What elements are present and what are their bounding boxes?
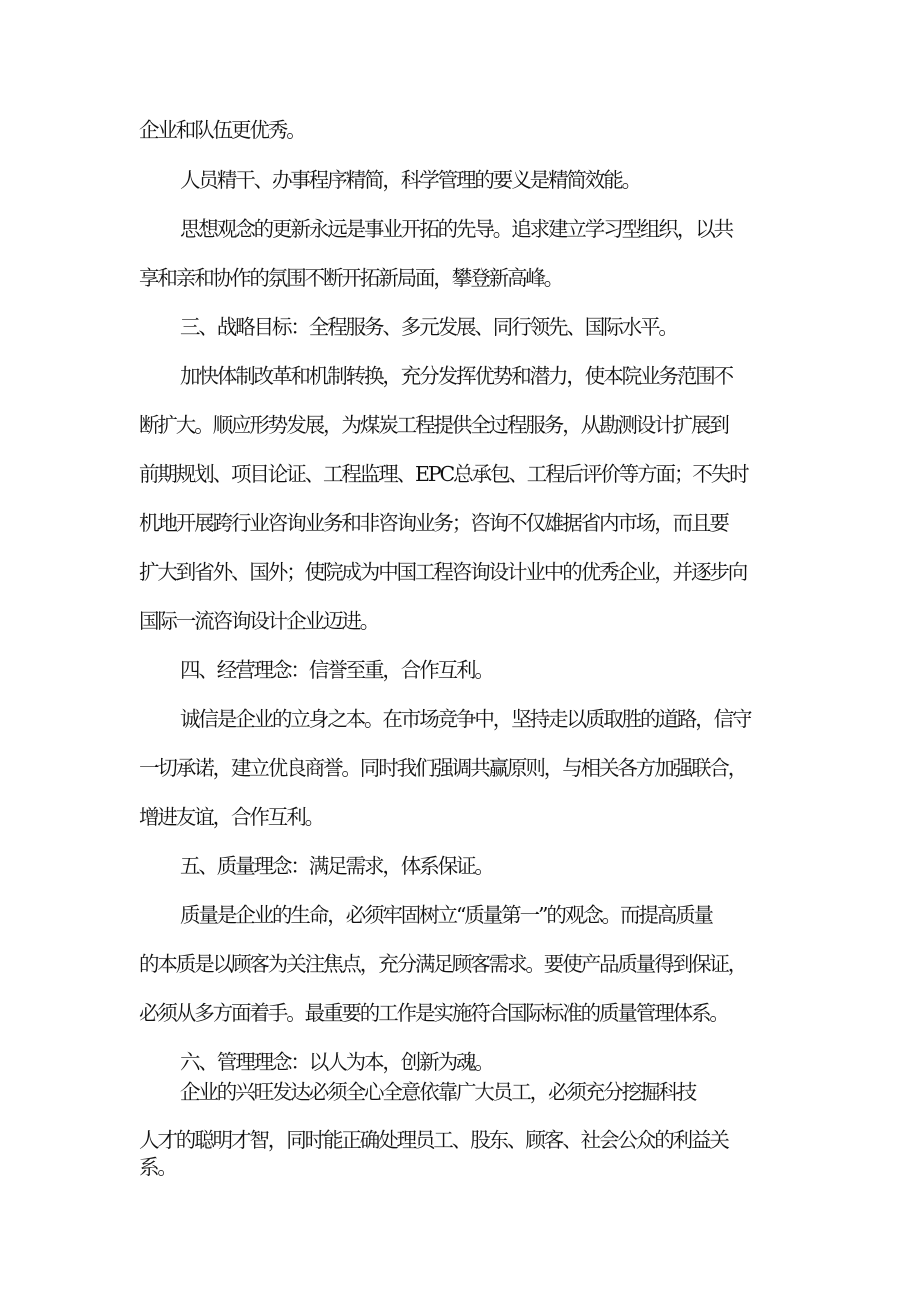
text-line: 的本质是以顾客为关注焦点，充分满足顾客需求。要使产品质量得到保证， [139,952,747,976]
text-line: 企业和队伍更优秀。 [139,118,305,142]
text-line: 享和亲和协作的氛围不断开拓新局面，攀登新高峰。 [139,266,563,290]
text-line: 人才的聪明才智，同时能正确处理员工、股东、顾客、社会公众的利益关 [139,1128,728,1152]
text-line: 诚信是企业的立身之本。在市场竞争中，坚持走以质取胜的道路，信守 [180,707,751,731]
text-line: 系。 [139,1155,176,1179]
text-line: 国际一流咨询设计企业迈进。 [139,609,379,633]
text-line: 机地开展跨行业咨询业务和非咨询业务；咨询不仅雄据省内市场，而且要 [139,511,728,535]
text-line: 扩大到省外、国外；使院成为中国工程咨询设计业中的优秀企业，并逐步向 [139,560,747,584]
text-line: 企业的兴旺发达必须全心全意依靠广大员工，必须充分挖掘科技 [180,1080,696,1104]
section-heading: 六、管理理念：以人为本，创新为魂。 [180,1050,493,1074]
text-line: 必须从多方面着手。最重要的工作是实施符合国际标准的质量管理体系。 [139,1001,728,1025]
text-line: 人员精干、办事程序精简，科学管理的要义是精简效能。 [180,168,640,192]
section-heading: 三、战略目标：全程服务、多元发展、同行领先、国际水平。 [180,315,677,339]
text-line: 一切承诺，建立优良商誉。同时我们强调共赢原则，与相关各方加强联合， [139,756,747,780]
text-line: 质量是企业的生命，必须牢固树立“质量第一”的观念。而提高质量 [180,903,712,927]
text-line: 思想观念的更新永远是事业开拓的先导。追求建立学习型组织，以共 [180,217,732,241]
section-heading: 五、质量理念：满足需求，体系保证。 [180,854,493,878]
section-heading: 四、经营理念：信誉至重，合作互利。 [180,658,493,682]
text-line: 断扩大。顺应形势发展，为煤炭工程提供全过程服务，从勘测设计扩展到 [139,413,728,437]
text-line: 增进友谊，合作互利。 [139,805,323,829]
text-line: 加快体制改革和机制转换，充分发挥优势和潜力，使本院业务范围不 [180,364,732,388]
text-line: 前期规划、项目论证、工程监理、EPC总承包、工程后评价等方面；不失时 [139,462,748,486]
